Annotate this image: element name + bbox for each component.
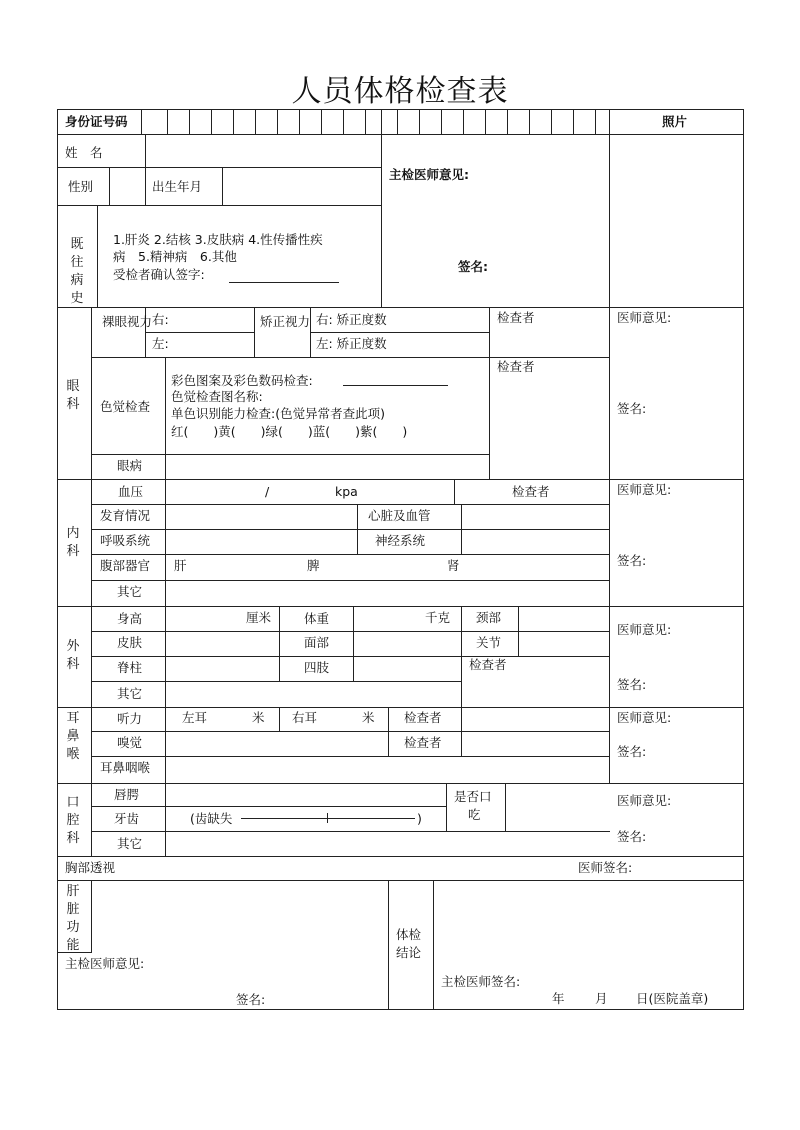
table-rule [310,332,490,333]
stutter-label-2: 吃 [468,807,481,822]
name-label: 姓 名 [65,145,103,160]
corrected-right-label: 右: 矫正度数 [316,312,387,327]
table-rule [57,707,744,708]
table-rule [57,109,744,110]
oral-other-label: 其它 [117,836,143,851]
conclusion-label-2: 结论 [396,945,422,960]
table-rule [461,606,462,708]
gender-label: 性别 [68,179,94,194]
history-line-3: 受检者确认签字: [113,267,205,282]
date-year-label: 年 [552,991,565,1006]
height-unit: 厘米 [246,610,272,625]
ent-section-label: 耳鼻喉 [66,711,80,762]
bp-label: 血压 [118,484,144,499]
stutter-label-1: 是否口 [454,789,492,804]
surgery-section-label: 外科 [66,639,80,672]
right-ear-label: 右耳 [292,710,318,725]
table-rule [91,357,610,358]
table-rule [91,707,92,784]
color-vision-line-4: 红( )黄( )绿( )蓝( )紫( ) [171,424,408,439]
table-rule [454,479,455,505]
limbs-label: 四肢 [304,660,330,675]
lips-label: 唇腭 [114,787,140,802]
color-vision-label: 色觉检查 [100,399,151,414]
surgery-sign-label: 签名: [617,677,647,692]
teeth-missing-close: ) [417,811,422,826]
table-rule [57,307,744,308]
respiratory-label: 呼吸系统 [100,533,151,548]
teeth-chart-line[interactable] [241,818,415,819]
teeth-label: 牙齿 [114,811,140,826]
chest-xray-label: 胸部透视 [65,860,116,875]
hearing-label: 听力 [117,711,143,726]
development-label: 发育情况 [100,508,151,523]
table-rule [91,504,610,505]
color-vision-line-1: 彩色图案及彩色数码检查: [171,373,313,388]
history-line-1: 1.肝炎 2.结核 3.皮肤病 4.性传播性疾 [113,232,323,247]
oral-doctor-opinion: 医师意见: [617,793,672,808]
table-rule [353,606,354,682]
table-rule [743,109,744,1010]
eye-disease-field[interactable] [166,455,488,478]
page-title: 人员体格检查表 [291,74,509,109]
table-rule [165,783,166,857]
liver-function-label: 肝脏功能 [66,884,80,953]
surgery-doctor-opinion: 医师意见: [617,622,672,637]
table-rule [381,134,382,308]
surgery-examiner-label: 检查者 [469,657,507,672]
liver-label: 肝 [174,558,187,573]
table-rule [91,783,92,857]
joint-label: 关节 [476,635,502,650]
spleen-label: 脾 [307,558,320,573]
ent-sign-label: 签名: [617,744,647,759]
table-rule [57,783,744,784]
table-rule [91,756,610,757]
table-rule [91,681,462,682]
right-ear-unit: 米 [362,710,375,725]
table-rule [388,707,389,757]
table-rule [57,205,382,206]
table-rule [91,656,610,657]
hearing-examiner-label: 检查者 [404,710,442,725]
ent-doctor-opinion: 医师意见: [617,710,672,725]
gender-field[interactable] [110,168,144,204]
oral-sign-label: 签名: [617,829,647,844]
height-label: 身高 [117,611,143,626]
smell-label: 嗅觉 [117,735,143,750]
table-rule [91,606,92,708]
chief-sign-label: 签名: [458,259,488,274]
table-rule [357,504,358,555]
table-rule [609,307,610,784]
table-rule [145,332,255,333]
color-vision-line-2: 色觉检查图名称: [171,389,263,404]
eye-section-label: 眼科 [66,379,80,412]
naked-left-label: 左: [152,336,169,351]
history-signature-line[interactable] [229,282,339,283]
corrected-vision-label: 矫正视力 [260,314,311,329]
eye-disease-label: 眼病 [117,458,143,473]
heart-label: 心脏及血管 [368,508,431,523]
throat-label: 耳鼻咽喉 [100,760,151,775]
chest-doctor-sign: 医师签名: [578,860,633,875]
internal-sign-label: 签名: [617,553,647,568]
table-rule [461,707,462,757]
internal-doctor-opinion: 医师意见: [617,482,672,497]
surgery-other-label: 其它 [117,686,143,701]
weight-unit: 千克 [425,610,451,625]
table-rule [91,806,447,807]
internal-section-label: 内科 [66,526,80,559]
face-label: 面部 [304,635,330,650]
left-ear-label: 左耳 [182,710,208,725]
conclusion-field[interactable] [434,881,742,971]
photo-box[interactable] [610,135,742,306]
corrected-left-label: 左: 矫正度数 [316,336,387,351]
table-rule [97,205,98,308]
date-day-label: 日(医院盖章) [636,991,709,1006]
color-pattern-blank[interactable] [343,385,448,386]
history-line-2: 病 5.精神病 6.其他 [113,249,237,264]
bp-slash: / [265,484,270,499]
conclusion-chief-sign: 主检医师签名: [441,974,521,989]
naked-right-label: 右: [152,312,169,327]
table-rule [254,307,255,358]
eye-sign-label: 签名: [617,401,647,416]
table-rule [388,880,389,1010]
table-rule [57,856,744,857]
eye-doctor-opinion: 医师意见: [617,310,672,325]
teeth-missing-label: (齿缺失 [190,811,233,826]
table-rule [91,731,610,732]
naked-vision-label: 裸眼视力 [102,314,153,329]
history-label: 既往病史 [70,237,84,306]
abdomen-label: 腹部器官 [100,558,151,573]
table-rule [91,529,610,530]
table-rule [91,831,610,832]
exam-form [57,109,743,1009]
table-rule [141,109,142,135]
chief-opinion-label: 主检医师意见: [389,167,469,182]
table-rule [91,479,92,607]
table-rule [595,109,596,135]
table-rule [518,606,519,657]
neck-label: 颈部 [476,610,502,625]
smell-examiner-label: 检查者 [404,735,442,750]
table-rule [57,1009,744,1010]
table-rule [91,631,610,632]
birth-date-label: 出生年月 [152,179,203,194]
bp-unit: kpa [335,484,358,499]
table-rule [91,880,92,953]
liver-chief-opinion: 主检医师意见: [65,956,145,971]
weight-label: 体重 [304,611,330,626]
table-rule [165,479,166,607]
photo-label: 照片 [662,114,688,129]
eye-examiner-label-2: 检查者 [497,359,535,374]
table-rule [279,707,280,732]
name-field[interactable] [146,136,380,166]
internal-other-label: 其它 [117,584,143,599]
table-rule [57,479,744,480]
table-rule [446,783,447,832]
table-rule [505,783,506,832]
table-rule [279,606,280,682]
table-rule [57,606,744,607]
conclusion-label-1: 体检 [396,927,422,942]
oral-section-label: 口腔科 [66,795,80,846]
spine-label: 脊柱 [117,660,143,675]
table-rule [145,167,146,206]
skin-label: 皮肤 [117,635,143,650]
table-rule [57,109,58,1010]
birth-date-field[interactable] [223,168,380,204]
table-rule [91,554,610,555]
liver-sign-label: 签名: [236,992,266,1007]
eye-examiner-label-1: 检查者 [497,310,535,325]
left-ear-unit: 米 [252,710,265,725]
teeth-chart-midline [327,813,328,823]
internal-examiner-label: 检查者 [512,484,550,499]
date-month-label: 月 [595,991,608,1006]
table-rule [165,707,166,784]
id-number-field[interactable] [167,111,595,133]
kidney-label: 肾 [447,558,460,573]
table-rule [91,580,610,581]
table-rule [461,504,462,555]
nerve-label: 神经系统 [375,533,426,548]
color-vision-line-3: 单色识别能力检查:(色觉异常者查此项) [171,406,385,421]
table-rule [165,606,166,708]
id-number-label: 身份证号码 [65,114,128,129]
